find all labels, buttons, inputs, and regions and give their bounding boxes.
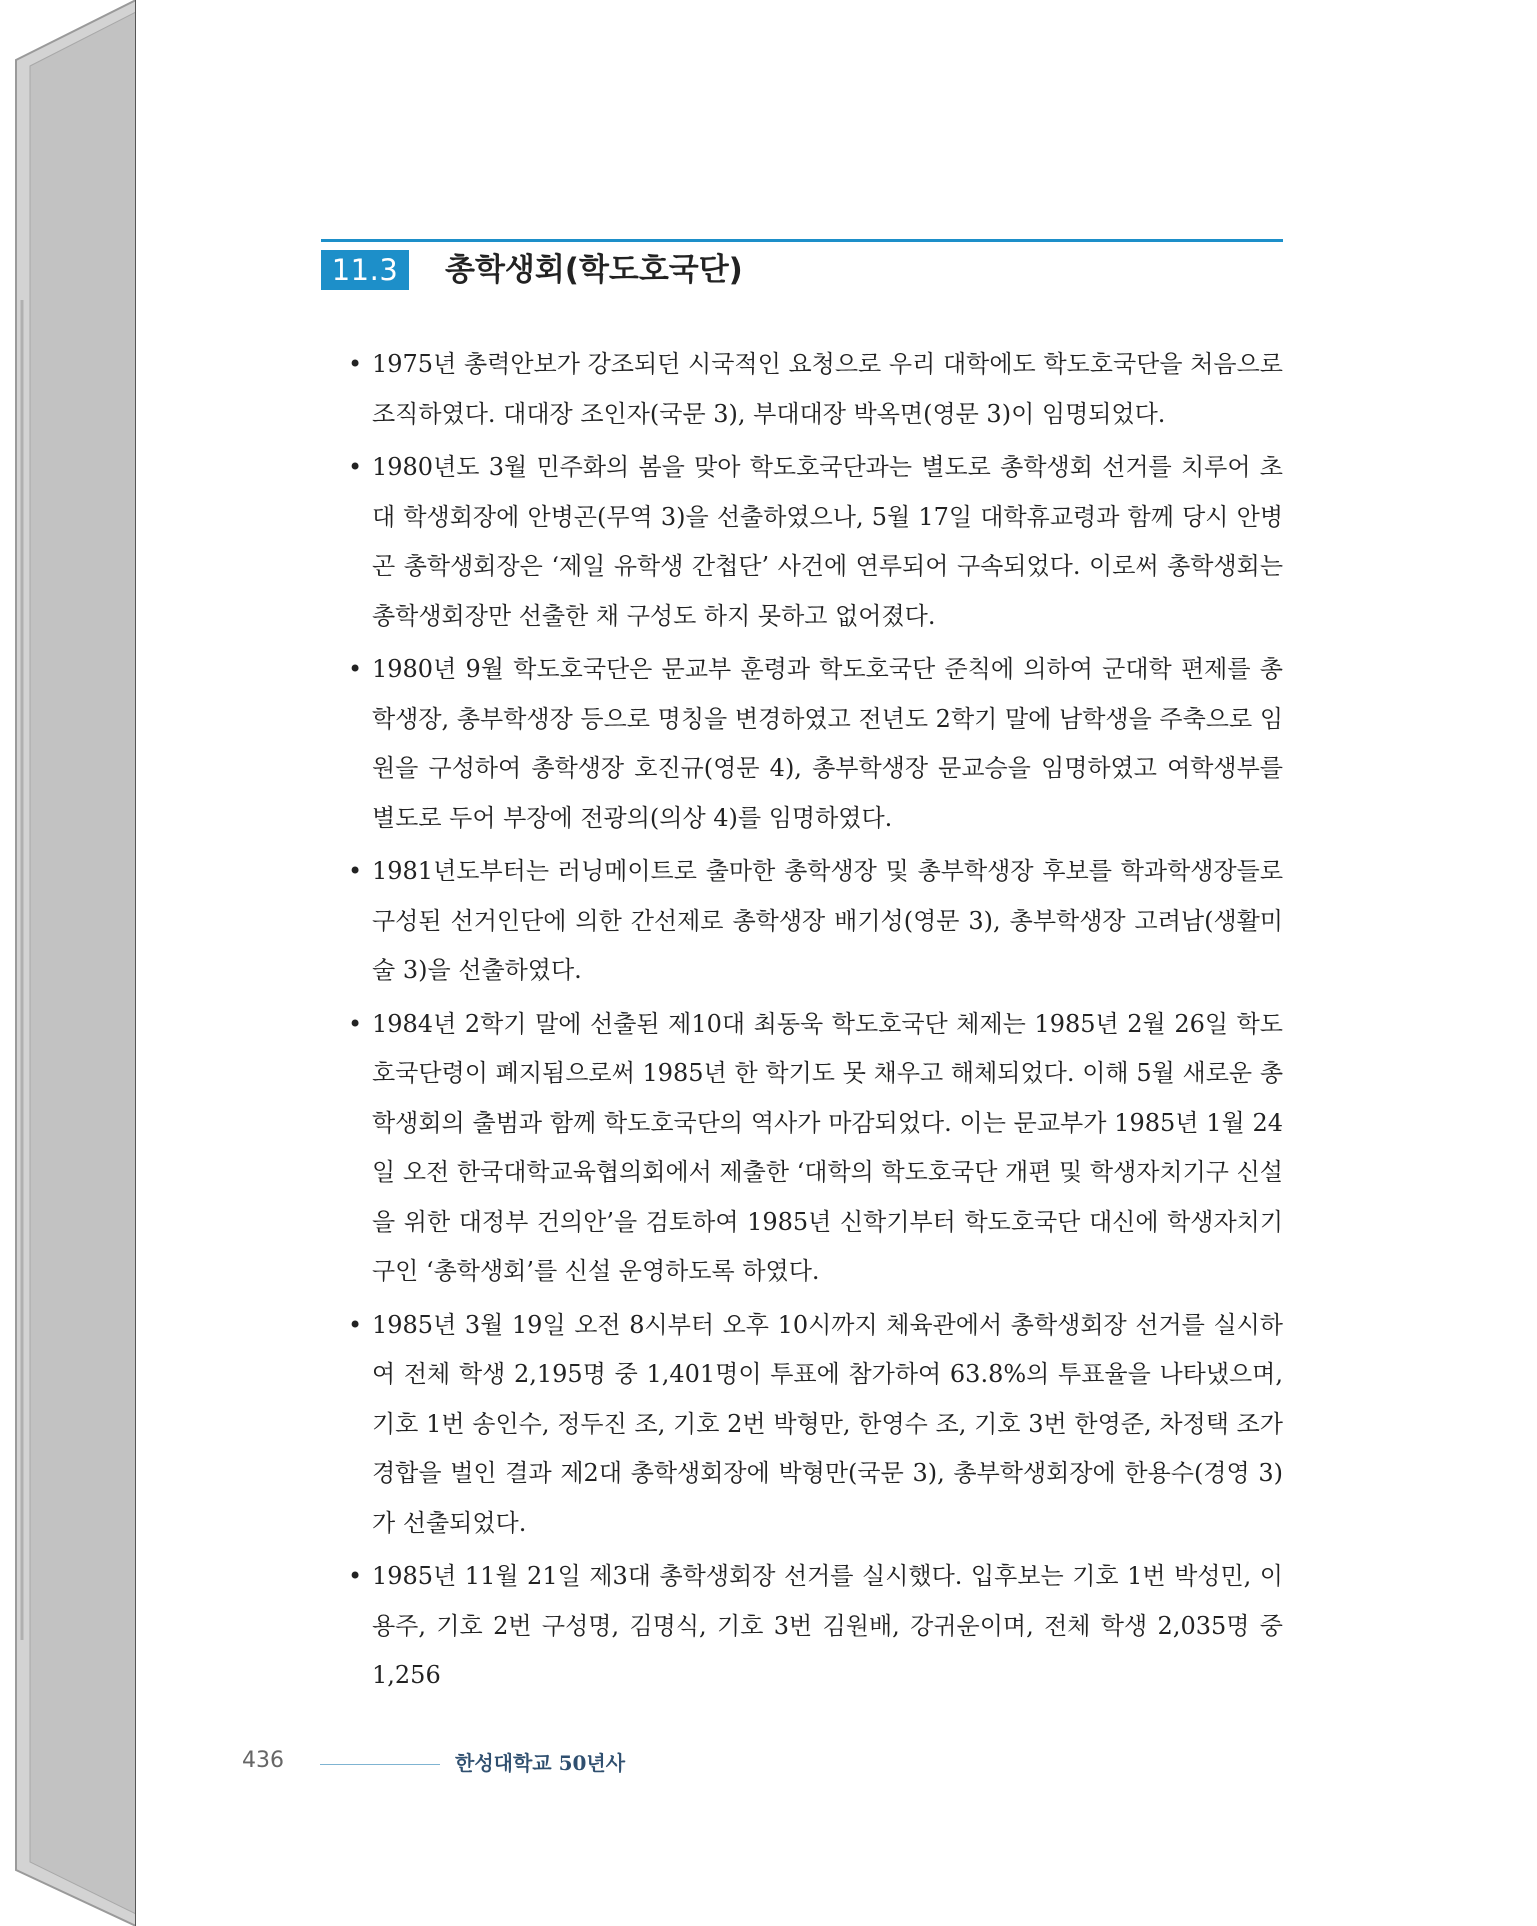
paragraph-text: 1975년 총력안보가 강조되던 시국적인 요청으로 우리 대학에도 학도호국단을 처음으로 조직하였다. 대대장 조인자(국문 3), 부대대장 박옥면(영문 3)이 임명되었다. [372, 350, 1283, 428]
page-number: 436 [242, 1748, 284, 1773]
paragraph-6 [348, 1301, 1283, 1549]
bullet-dot: • [348, 1009, 363, 1038]
bullet-dot: • [348, 857, 363, 885]
paragraph-text: 1980년도 3월 민주화의 봄을 맞아 학도호국단과는 별도로 총학생회 선거를 치루어 초대 학생회장에 안병곤(무역 3)을 선출하였으나, 5월 17일 대학휴교령과 함께 당시 안병곤 총학생회장은 ‘제일 유학생 간첩단’ 사건에 연루되어 구속되었다. 이로써 총학생회는 총학생회장만 선출한 채 구성도 하지 못하고 없어졌다. [372, 453, 1283, 630]
footer-rule [320, 1764, 440, 1765]
paragraph-7 [348, 1552, 1283, 1701]
paragraph-5 [348, 1000, 1283, 1297]
paragraph-text: 1981년도부터는 러닝메이트로 출마한 총학생장 및 총부학생장 후보를 학과학생장들로 구성된 선거인단에 의한 간선제로 총학생장 배기성(영문 3), 총부학생장 고려남(생활미술 3)을 선출하였다. [372, 857, 1283, 984]
bullet-dot: • [348, 655, 363, 683]
paragraph-text: 1984년 2학기 말에 선출된 제10대 최동욱 학도호국단 체제는 1985년 2월 26일 학도호국단령이 폐지됨으로써 1985년 한 학기도 못 채우고 해체되었다. 이해 5월 새로운 총학생회의 출범과 함께 학도호국단의 역사가 마감되었다. 이는 문교부가 1985년 1월 24일 오전 한국대학교육협의회에서 제출한 ‘대학의 학도호국단 개편 및 학생자치기구 신설을 위한 대정부 건의안’을 검토하여 1985년 신학기부터 학도호국단 대신에 학생자치기구인 ‘총학생회’를 신설 운영하도록 하였다. [372, 1009, 1283, 1285]
footer-book-title: 한성대학교 50년사 [455, 1751, 626, 1775]
section-heading-rule [321, 239, 1283, 242]
section-number-badge: 11.3 [321, 250, 409, 290]
bullet-dot: • [348, 1562, 363, 1590]
paragraph-text: 1985년 11월 21일 제3대 총학생회장 선거를 실시했다. 입후보는 기호 1번 박성민, 이용주, 기호 2번 구성명, 김명식, 기호 3번 김원배, 강귀운이며, 전체 학생 2,035명 중 1,256 [372, 1562, 1283, 1689]
body-text [348, 340, 1283, 1705]
bullet-dot: • [348, 350, 363, 378]
paragraph-text: 1985년 3월 19일 오전 8시부터 오후 10시까지 체육관에서 총학생회장 선거를 실시하여 전체 학생 2,195명 중 1,401명이 투표에 참가하여 63.8%의 투표율을 나타냈으며, 기호 1번 송인수, 정두진 조, 기호 2번 박형만, 한영수 조, 기호 3번 한영준, 차정택 조가 경합을 벌인 결과 제2대 총학생회장에 박형만(국문 3), 총부학생회장에 한용수(경영 3)가 선출되었다. [372, 1310, 1283, 1537]
bullet-dot: • [348, 453, 363, 481]
paragraph-1 [348, 340, 1283, 439]
paragraph-text: 1980년 9월 학도호국단은 문교부 훈령과 학도호국단 준칙에 의하여 군대학 편제를 총학생장, 총부학생장 등으로 명칭을 변경하였고 전년도 2학기 말에 남학생을 주축으로 임원을 구성하여 총학생장 호진규(영문 4), 총부학생장 문교승을 임명하였고 여학생부를 별도로 두어 부장에 전광의(의상 4)를 임명하였다. [372, 655, 1283, 832]
paragraph-4 [348, 847, 1283, 996]
paragraph-2 [348, 443, 1283, 641]
bullet-dot: • [348, 1310, 363, 1339]
section-title: 총학생회(학도호국단) [445, 252, 743, 288]
paragraph-3 [348, 645, 1283, 843]
